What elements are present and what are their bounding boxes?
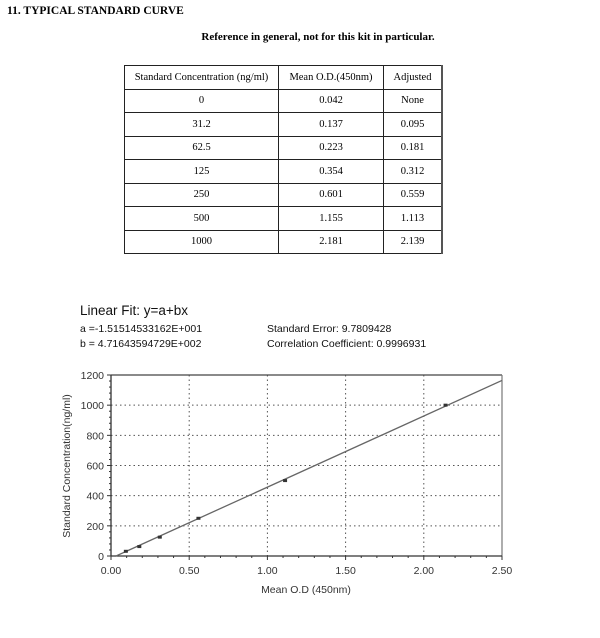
x-tick-label: 1.50	[335, 565, 356, 577]
cell-adjusted: 1.113	[384, 207, 443, 231]
header-concentration: Standard Concentration (ng/ml)	[125, 66, 279, 90]
cell-concentration: 500	[125, 207, 279, 231]
regression-line	[116, 380, 502, 556]
data-point-marker	[444, 404, 448, 407]
cell-concentration: 125	[125, 160, 279, 184]
cell-adjusted: 0.095	[384, 113, 443, 137]
data-point-marker	[158, 536, 162, 539]
fit-correlation-coefficient: Correlation Coefficient: 0.9996931	[267, 338, 427, 350]
cell-mean-od: 0.601	[279, 183, 384, 207]
y-tick-label: 600	[86, 460, 104, 473]
x-tick-label: 0.00	[100, 565, 122, 577]
cell-concentration: 0	[125, 89, 279, 113]
fit-title: Linear Fit: y=a+bx	[80, 303, 189, 318]
y-tick-label: 200	[86, 520, 104, 533]
cell-adjusted: 0.559	[384, 183, 443, 207]
x-axis-label: Mean O.D (450nm)	[261, 584, 351, 596]
y-tick-label: 0	[98, 551, 104, 563]
header-adjusted: Adjusted	[384, 66, 443, 90]
cell-concentration: 62.5	[125, 136, 279, 160]
section-title: 11. TYPICAL STANDARD CURVE	[7, 5, 184, 17]
cell-mean-od: 1.155	[279, 207, 384, 231]
header-mean-od: Mean O.D.(450nm)	[279, 66, 384, 90]
x-tick-label: 1.00	[257, 565, 278, 577]
x-tick-label: 0.50	[178, 565, 200, 577]
data-point-marker	[124, 550, 128, 553]
cell-mean-od: 0.137	[279, 113, 384, 137]
cell-concentration: 250	[125, 183, 279, 207]
subtitle: Reference in general, not for this kit in particular.	[201, 31, 435, 43]
cell-concentration: 1000	[125, 230, 279, 254]
fit-coefficient-a: a =-1.51514533162E+001	[80, 323, 203, 335]
data-point-marker	[283, 479, 287, 482]
y-tick-label: 1000	[80, 400, 104, 413]
cell-concentration: 31.2	[125, 113, 279, 137]
cell-adjusted: 0.181	[384, 136, 443, 160]
fit-coefficient-b: b = 4.71643594729E+002	[80, 338, 202, 350]
data-point-marker	[196, 517, 200, 520]
x-tick-label: 2.50	[491, 565, 513, 577]
cell-mean-od: 2.181	[279, 230, 384, 254]
cell-mean-od: 0.042	[279, 89, 384, 113]
y-tick-label: 800	[86, 430, 104, 443]
y-axis-label: Standard Concentration(ng/ml)	[61, 394, 73, 538]
cell-adjusted: None	[384, 89, 443, 113]
cell-adjusted: 2.139	[384, 230, 443, 254]
cell-mean-od: 0.223	[279, 136, 384, 160]
data-point-marker	[137, 545, 141, 548]
cell-mean-od: 0.354	[279, 160, 384, 184]
y-tick-label: 400	[86, 490, 104, 503]
y-tick-label: 1200	[80, 370, 104, 382]
x-tick-label: 2.00	[413, 565, 435, 577]
cell-adjusted: 0.312	[384, 160, 443, 184]
chart-grid	[111, 375, 502, 556]
fit-line	[116, 380, 502, 556]
fit-standard-error: Standard Error: 9.7809428	[267, 323, 392, 335]
